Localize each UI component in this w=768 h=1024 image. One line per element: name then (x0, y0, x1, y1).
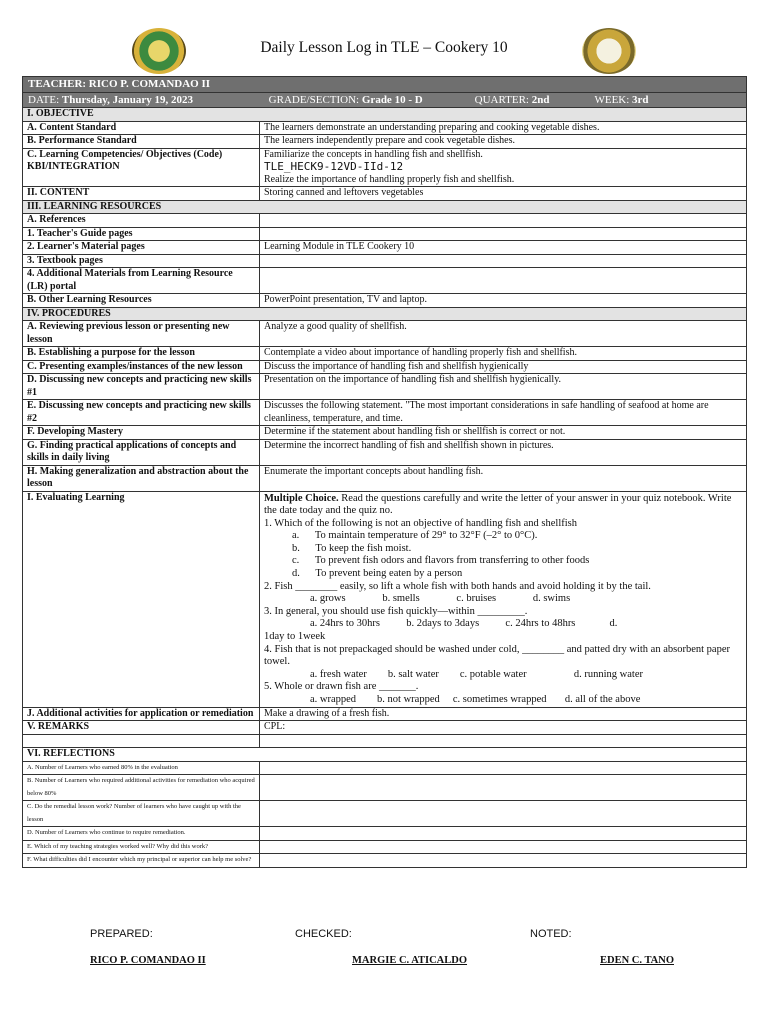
evaluation-quiz (260, 491, 747, 707)
procedure-row (23, 426, 747, 440)
quiz-question: 4. Fish that is not prepackaged should be washed under cold, ________ and patted dry with an absorbent paper towel. (264, 643, 730, 668)
evaluation-row (23, 491, 747, 707)
procedure-value: Presentation on the importance of handling fish and shellfish hygienically. (260, 374, 747, 400)
procedure-value: Enumerate the important concepts about handling fish. (260, 465, 747, 491)
remarks-label: V. REMARKS (23, 721, 260, 735)
prepared-name: RICO P. COMANDAO II (90, 955, 206, 966)
grade-label: GRADE/SECTION: (268, 93, 360, 106)
quiz-options-line: a. grows b. smells c. bruises d. swims (310, 593, 571, 605)
textbook-row (23, 254, 747, 268)
checked-name: MARGIE C. ATICALDO (352, 955, 468, 966)
content-value: Storing canned and leftovers vegetables (260, 187, 747, 201)
content-standard-row (23, 121, 747, 135)
performance-standard-row (23, 135, 747, 149)
section-reflections: VI. REFLECTIONS (23, 748, 747, 762)
procedure-label: G. Finding practical applications of concepts and skills in daily living (23, 439, 260, 465)
learner-material-row (23, 241, 747, 255)
section-procedures: IV. PROCEDURES (23, 307, 747, 321)
reflection-row (23, 827, 747, 841)
additional-activities-row (23, 707, 747, 721)
remarks-blank-row (23, 735, 747, 748)
procedure-label: D. Discussing new concepts and practicing new skills #1 (23, 374, 260, 400)
reflection-label: D. Number of Learners who continue to require remediation. (23, 827, 260, 841)
quarter-value: 2nd (531, 93, 550, 106)
quarter-label: QUARTER: (474, 93, 529, 106)
section-objective: I. OBJECTIVE (23, 108, 747, 122)
performance-standard-label: B. Performance Standard (23, 135, 260, 149)
procedure-label: F. Developing Mastery (23, 426, 260, 440)
procedure-row (23, 439, 747, 465)
content-row (23, 187, 747, 201)
signature-block (0, 928, 768, 988)
procedure-row (23, 360, 747, 374)
procedure-row (23, 321, 747, 347)
procedure-value: Contemplate a video about importance of handling properly fish and shellfish. (260, 347, 747, 361)
procedure-value: Discuss the importance of handling fish and shellfish hygienically (260, 360, 747, 374)
procedure-label: E. Discussing new concepts and practicing new skills #2 (23, 400, 260, 426)
additional-materials-row (23, 268, 747, 294)
procedure-value: Discusses the following statement. "The most important considerations in safe handling of seafood at home are cleanliness, temperature, and time. (260, 400, 747, 426)
quiz-options-tail: 1day to 1week (264, 631, 326, 643)
teacher-name: TEACHER: RICO P. COMANDAO II (23, 77, 747, 93)
evaluation-label: I. Evaluating Learning (23, 491, 260, 707)
week-label: WEEK: (594, 93, 630, 106)
procedure-value: Determine the incorrect handling of fish and shellfish shown in pictures. (260, 439, 747, 465)
kbi-label: KBI/INTEGRATION (27, 161, 120, 172)
remarks-value: CPL: (260, 721, 747, 735)
quiz-intro: Multiple Choice. Read the questions carefully and write the letter of your answer in your quiz notebook. Write the date today and the quiz no. (264, 492, 732, 517)
additional-activities-value: Make a drawing of a fresh fish. (260, 707, 747, 721)
quiz-question: 1. Which of the following is not an objective of handling fish and shellfish (264, 517, 578, 529)
procedure-label: A. Reviewing previous lesson or presenting new lesson (23, 321, 260, 347)
reflection-row (23, 801, 747, 827)
kbi-text: Realize the importance of handling properly fish and shellfish. (264, 173, 515, 185)
procedure-label: B. Establishing a purpose for the lesson (23, 347, 260, 361)
quiz-options-line: a. fresh water b. salt water c. potable water d. running water (310, 668, 643, 680)
document-title: Daily Lesson Log in TLE – Cookery 10 (260, 39, 508, 56)
quiz-option: a. To maintain temperature of 29° to 32°F (–2° to 0°C). (292, 530, 538, 542)
quiz-question: 2. Fish ________ easily, so lift a whole fish with both hands and avoid holding it by the tail. (264, 580, 651, 592)
grade-value: Grade 10 - D (361, 93, 423, 106)
remarks-row (23, 721, 747, 735)
reflection-row (23, 761, 747, 775)
school-seal-right (582, 28, 636, 74)
quiz-question: 5. Whole or drawn fish are _______. (264, 681, 419, 693)
additional-activities-label: J. Additional activities for application or remediation (23, 707, 260, 721)
checked-label: CHECKED: (295, 928, 352, 940)
lesson-log-table (22, 76, 747, 868)
teacher-row (23, 77, 747, 93)
content-label: II. CONTENT (23, 187, 260, 201)
reflection-label: A. Number of Learners who earned 80% in the evaluation (23, 761, 260, 775)
noted-name: EDEN C. TANO (600, 955, 674, 966)
teacher-guide-row (23, 227, 747, 241)
quiz-option: c. To prevent fish odors and flavors from transferring to other foods (292, 555, 590, 567)
procedure-label: H. Making generalization and abstraction about the lesson (23, 465, 260, 491)
date-label: DATE: (28, 93, 60, 106)
quiz-options-line: a. 24hrs to 30hrs b. 2days to 3days c. 24hrs to 48hrs d. (310, 618, 618, 630)
procedure-row (23, 465, 747, 491)
textbook-label: 3. Textbook pages (23, 254, 260, 268)
quiz-option: b. To keep the fish moist. (292, 542, 412, 554)
content-standard-label: A. Content Standard (23, 121, 260, 135)
competencies-text: Familiarize the concepts in handling fish and shellfish. (264, 148, 483, 160)
content-standard-value: The learners demonstrate an understanding preparing and cooking vegetable dishes. (260, 121, 747, 135)
competency-code: TLE_HECK9-12VD-IId-12 (264, 160, 404, 173)
competencies-row (23, 148, 747, 187)
performance-standard-value: The learners independently prepare and cook vegetable dishes. (260, 135, 747, 149)
procedure-row (23, 347, 747, 361)
teacher-guide-label: 1. Teacher's Guide pages (23, 227, 260, 241)
reflection-row (23, 854, 747, 868)
reflection-row (23, 840, 747, 854)
learner-material-label: 2. Learner's Material pages (23, 241, 260, 255)
other-resources-row (23, 294, 747, 308)
competencies-label: C. Learning Competencies/ Objectives (Code) (27, 148, 223, 160)
quiz-option: d. To prevent being eaten by a person (292, 568, 463, 580)
quiz-question: 3. In general, you should use fish quickly—within _________. (264, 605, 528, 617)
procedure-row (23, 374, 747, 400)
procedure-row (23, 400, 747, 426)
procedure-label: C. Presenting examples/instances of the new lesson (23, 360, 260, 374)
reflection-label: F. What difficulties did I encounter which my principal or superior can help me solve? (23, 854, 260, 868)
procedure-value: Determine if the statement about handling fish or shellfish is correct or not. (260, 426, 747, 440)
references-label: A. References (23, 214, 260, 228)
references-row (23, 214, 747, 228)
procedure-value: Analyze a good quality of shellfish. (260, 321, 747, 347)
additional-materials-label: 4. Additional Materials from Learning Resource (LR) portal (23, 268, 260, 294)
other-resources-label: B. Other Learning Resources (23, 294, 260, 308)
date-value: Thursday, January 19, 2023 (61, 93, 194, 106)
learner-material-value: Learning Module in TLE Cookery 10 (260, 241, 747, 255)
date-row (23, 92, 747, 108)
other-resources-value: PowerPoint presentation, TV and laptop. (260, 294, 747, 308)
week-value: 3rd (632, 93, 649, 106)
noted-label: NOTED: (530, 928, 572, 940)
section-resources: III. LEARNING RESOURCES (23, 200, 747, 214)
reflection-label: C. Do the remedial lesson work? Number of learners who have caught up with the lesson (23, 801, 260, 827)
document-header (0, 0, 768, 76)
quiz-options-line: a. wrapped b. not wrapped c. sometimes wrapped d. all of the above (310, 694, 641, 705)
reflection-row (23, 775, 747, 801)
reflection-label: E. Which of my teaching strategies worked well? Why did this work? (23, 840, 260, 854)
prepared-label: PREPARED: (90, 928, 153, 940)
reflection-label: B. Number of Learners who required additional activities for remediation who acquired below 80% (23, 775, 260, 801)
